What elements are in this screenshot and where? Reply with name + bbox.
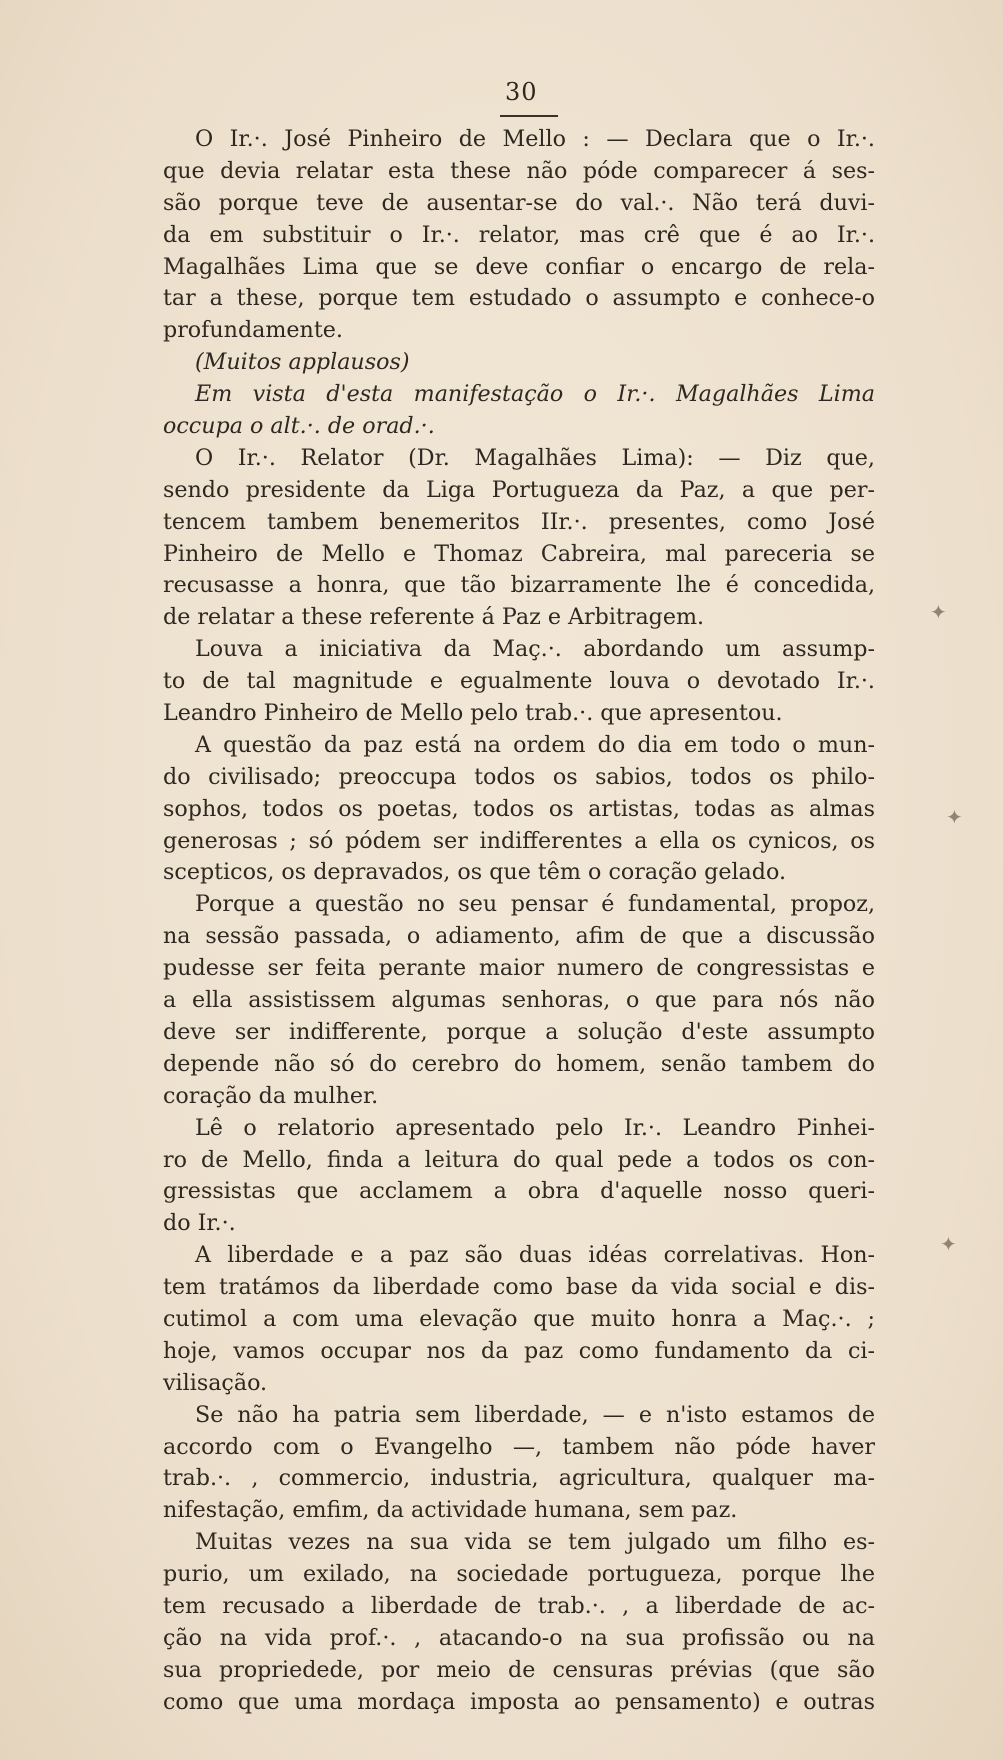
text-line: A liberdade e a paz são duas idéas correlativas. Hon- bbox=[195, 1242, 875, 1269]
page-number-rule bbox=[500, 115, 558, 117]
text-line: tar a these, porque tem estudado o assumpto e conhece-o bbox=[163, 285, 875, 312]
text-line: sendo presidente da Liga Portugueza da Paz, a que per- bbox=[163, 476, 875, 503]
text-line: tem recusado a liberdade de trab.·. , a liberdade de ac- bbox=[163, 1592, 875, 1619]
margin-specks: ✦ bbox=[940, 1232, 957, 1256]
text-line: Porque a questão no seu pensar é fundamental, propoz, bbox=[195, 891, 875, 918]
text-line: vilisação. bbox=[163, 1369, 268, 1396]
text-line: ro de Mello, finda a leitura do qual pede a todos os con- bbox=[163, 1146, 875, 1173]
text-line: Louva a iniciativa da Maç.·. abordando um assump- bbox=[195, 636, 875, 663]
text-line: profundamente. bbox=[163, 317, 343, 344]
text-line: recusasse a honra, que tão bizarramente lhe é concedida, bbox=[163, 572, 875, 599]
text-line: tencem tambem benemeritos IIr.·. presentes, como José bbox=[163, 508, 875, 535]
text-line: Pinheiro de Mello e Thomaz Cabreira, mal pareceria se bbox=[163, 540, 875, 567]
text-line: trab.·. , commercio, industria, agricultura, qualquer ma- bbox=[163, 1465, 875, 1492]
text-line: O Ir.·. Relator (Dr. Magalhães Lima): — Diz que, bbox=[195, 444, 875, 471]
text-line: que devia relatar esta these não póde comparecer á ses- bbox=[163, 157, 875, 184]
page-number: 30 bbox=[505, 78, 538, 106]
text-line: hoje, vamos occupar nos da paz como fundamento da ci- bbox=[163, 1337, 875, 1364]
text-line: generosas ; só pódem ser indifferentes a ella os cynicos, os bbox=[163, 827, 875, 854]
text-line: to de tal magnitude e egualmente louva o devotado Ir.·. bbox=[163, 668, 875, 695]
body-text bbox=[163, 124, 875, 1719]
text-line: Leandro Pinheiro de Mello pelo trab.·. que apresentou. bbox=[163, 700, 783, 727]
text-line: do Ir.·. bbox=[163, 1210, 236, 1237]
text-line: na sessão passada, o adiamento, afim de que a discussão bbox=[163, 923, 875, 950]
text-line: A questão da paz está na ordem do dia em todo o mun- bbox=[195, 731, 875, 758]
text-line: Lê o relatorio apresentado pelo Ir.·. Leandro Pinhei- bbox=[195, 1114, 875, 1141]
text-line: deve ser indifferente, porque a solução d'este assumpto bbox=[163, 1018, 875, 1045]
text-line: tem tratámos da liberdade como base da vida social e dis- bbox=[163, 1274, 875, 1301]
text-line: do civilisado; preoccupa todos os sabios, todos os philo- bbox=[163, 763, 875, 790]
text-line: ção na vida prof.·. , atacando-o na sua profissão ou na bbox=[163, 1624, 875, 1651]
text-line: (Muitos applausos) bbox=[195, 349, 410, 376]
text-line: gressistas que acclamem a obra d'aquelle nosso queri- bbox=[163, 1178, 875, 1205]
text-line: a ella assistissem algumas senhoras, o que para nós não bbox=[163, 987, 875, 1014]
text-line: são porque teve de ausentar-se do val.·. Não terá duvi- bbox=[163, 189, 875, 216]
text-line: cutimol a com uma elevação que muito honra a Maç.·. ; bbox=[163, 1305, 875, 1332]
margin-specks: ✦ bbox=[946, 805, 963, 829]
text-line: depende não só do cerebro do homem, senão tambem do bbox=[163, 1050, 875, 1077]
text-line: scepticos, os depravados, os que têm o coração gelado. bbox=[163, 859, 787, 886]
text-line: como que uma mordaça imposta ao pensamento) e outras bbox=[163, 1688, 875, 1715]
text-line: accordo com o Evangelho —, tambem não póde haver bbox=[163, 1433, 875, 1460]
text-line: sua propriedede, por meio de censuras prévias (que são bbox=[163, 1656, 875, 1683]
margin-specks: ✦ bbox=[930, 600, 947, 624]
text-line: da em substituir o Ir.·. relator, mas crê que é ao Ir.·. bbox=[163, 221, 875, 248]
text-line: Se não ha patria sem liberdade, — e n'isto estamos de bbox=[195, 1401, 875, 1428]
text-line: nifestação, emfim, da actividade humana, sem paz. bbox=[163, 1497, 738, 1524]
text-line: Em vista d'esta manifestação o Ir.·. Magalhães Lima bbox=[195, 381, 875, 408]
text-line: Muitas vezes na sua vida se tem julgado um filho es- bbox=[195, 1529, 875, 1556]
text-line: sophos, todos os poetas, todos os artistas, todas as almas bbox=[163, 795, 875, 822]
text-line: O Ir.·. José Pinheiro de Mello : — Declara que o Ir.·. bbox=[195, 126, 875, 152]
text-line: de relatar a these referente á Paz e Arbitragem. bbox=[163, 604, 705, 631]
text-line: occupa o alt.·. de orad.·. bbox=[163, 413, 435, 440]
text-line: coração da mulher. bbox=[163, 1082, 379, 1109]
text-line: pudesse ser feita perante maior numero de congressistas e bbox=[163, 955, 875, 982]
text-line: Magalhães Lima que se deve confiar o encargo de rela- bbox=[163, 253, 875, 280]
text-line: purio, um exilado, na sociedade portugueza, porque lhe bbox=[163, 1561, 875, 1588]
